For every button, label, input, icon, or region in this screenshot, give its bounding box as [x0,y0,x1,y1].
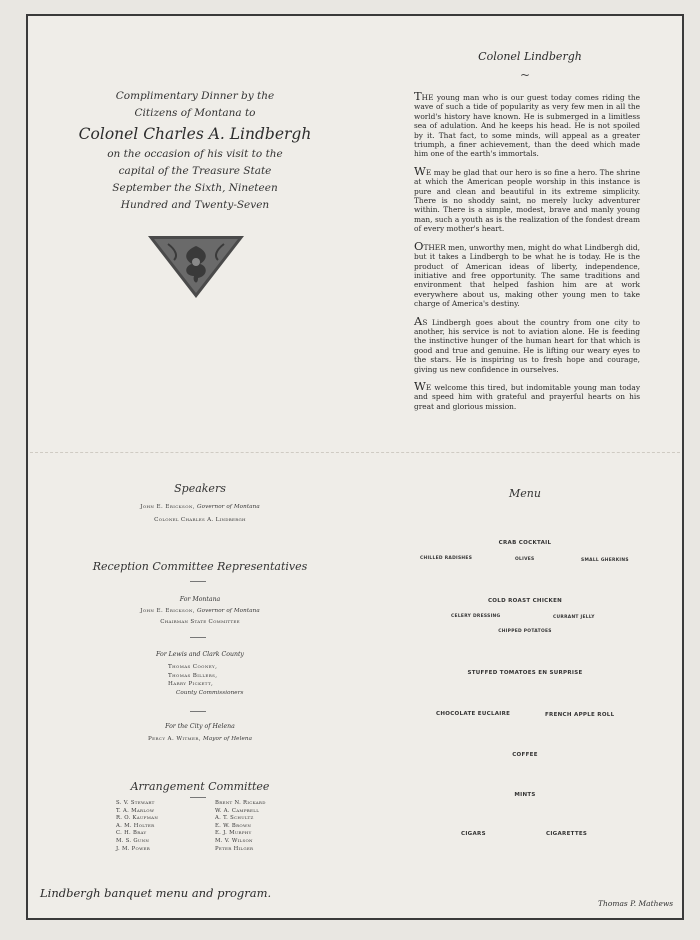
essay-title: Colonel Lindbergh [478,50,582,63]
committee-member: Brent N. Rickard [215,800,266,806]
county-commissioners [168,663,308,697]
committee-member: Peter Hilger [215,845,254,852]
committee-member: R. O. Kaufman [116,815,159,822]
paragraph-text: E may be glad that our hero is so fine a hero. The shrine at which the American people worship in this instance is pure and clean and beautiful in its extreme simplicity. There is no shoddy saint, no merely lucky adventurer within. There is a simple, modest, brave and manly young man, such a youth as is the realization of the fondest dream of every mother's heart. [414,167,640,234]
paragraph-text: S Lindbergh goes about the country from one city to another, his service is not to aviation alone. He is feeding the instinctive hunger of the human heart for that which is good and true and genuine. He is lifting our weary eyes to the stars. He is inspiring us to fresh hope and courage, giving us new confidence in ourselves. [414,317,640,374]
committee-member: E. J. Murphy [215,830,252,837]
committee-member: W. A. Campbell [215,807,260,814]
divider [190,797,206,798]
menu-item-olives: OLIVES [515,557,535,562]
photo-credit: Thomas P. Mathews [598,899,674,908]
representative-name: John E. Erickson, [140,608,195,614]
paragraph-text: HE young man who is our guest today comes riding the wave of such a tide of popularity as very few men in all the world's history have known. He is submerged in a limitless sea of adulation. And he keeps his head. He is not spoiled by it. That fact, to some minds, will appeal as a greater triumph, a finer achievement, than the deed which made him one of the earth's immortals. [414,93,640,159]
committee-member: J. M. Power [116,845,151,852]
montana-subheading: For Montana [179,596,221,603]
city-representative [80,735,320,744]
commissioner-name: Thomas Billers, [168,672,218,679]
menu-item-coffee: COFFEE [512,752,538,758]
menu-item-mints: MINTS [514,792,536,798]
city-subheading: For the City of Helena [165,723,235,730]
fold-line [30,452,680,454]
speaker-1 [80,503,320,512]
menu-item-chicken: COLD ROAST CHICKEN [487,598,563,604]
drop-letter: A [414,313,423,328]
photo-caption: Lindbergh banquet menu and program. [40,886,272,900]
paragraph-text: E welcome this tired, but indomitable young man today and speed him with grateful and prayerful hearts on his great and glorious mission. [414,382,640,411]
menu-item-crab: CRAB COCKTAIL [498,540,552,546]
essay-body [414,89,640,419]
committee-member: T. A. Marlow [116,807,155,814]
drop-letter: W [414,378,426,393]
menu-item-cigars: CIGARS [461,831,486,837]
committee-member: E. W. Brown [215,822,252,829]
arrangement-list-left [116,800,206,853]
menu-item-cigarettes: CIGARETTES [546,831,588,837]
representative-title: Governor of Montana [197,608,260,614]
menu-item-jelly: CURRANT JELLY [553,615,595,620]
county-subheading: For Lewis and Clark County [156,651,244,658]
reception-heading: Reception Committee Representatives [92,560,308,573]
speaker-name: John E. Erickson, [140,504,195,510]
montana-representative-role: Chairman State Committee [160,619,240,625]
menu-item-gherkins: SMALL GHERKINS [581,558,629,563]
committee-member: S. V. Stewart [116,800,155,806]
dinner-title-block [60,88,330,214]
speaker-2: Colonel Charles A. Lindbergh [154,517,246,523]
commissioner-name: Thomas Cooney, [168,664,218,670]
divider [190,637,206,638]
title-line-2: Citizens of Montana to [134,107,256,119]
ornament-icon [148,236,244,298]
drop-letter: W [414,163,426,178]
representative-title: Mayor of Helena [203,736,253,742]
divider [190,581,206,582]
essay-paragraph [414,238,640,309]
montana-representative [80,607,320,616]
committee-member: A. M. Holter [116,822,155,829]
arrangement-heading: Arrangement Committee [130,780,270,793]
committee-member: M. S. Gunn [116,837,150,844]
divider [190,711,206,712]
speakers-heading: Speakers [174,482,226,495]
drop-letter: O [414,238,424,253]
guest-name: Colonel Charles A. Lindbergh [78,125,312,143]
menu-item-radishes: CHILLED RADISHES [420,556,473,561]
title-line-1: Complimentary Dinner by the [115,90,275,102]
title-line-6: September the Sixth, Nineteen [112,182,278,194]
essay-paragraph [414,378,640,411]
speaker-title: Governor of Montana [197,504,260,510]
commissioners-title: County Commissioners [176,689,244,696]
paragraph-text: THER men, unworthy men, might do what Lindbergh did, but it takes a Lindbergh to be what he is today. He is the product of American ideas of liberty, independence, initiative and free opportunity. The same traditions and environment that helped fashion him are at work everywhere about us, making other young men to take charge of America's destiny. [414,242,640,309]
menu-item-celery: CELERY DRESSING [451,614,501,619]
committee-member: A. T. Schultz [215,815,254,822]
title-line-4: on the occasion of his visit to the [107,148,283,160]
menu-item-apple-roll: FRENCH APPLE ROLL [545,712,615,718]
representative-name: Percy A. Witmer, [147,736,201,742]
commissioner-name: Harry Pickett, [168,681,214,687]
essay-flourish: ~ [520,68,531,82]
arrangement-list-right [215,800,315,853]
drop-letter: T [414,89,422,103]
menu-item-potatoes: CHIPPED POTATOES [498,629,552,634]
title-line-7: Hundred and Twenty-Seven [120,199,270,211]
essay-paragraph [414,163,640,234]
menu-item-tomatoes: STUFFED TOMATOES EN SURPRISE [467,670,583,676]
essay-paragraph [414,313,640,374]
committee-member: M. V. Wilson [215,837,253,844]
committee-member: C. H. Bray [116,830,147,837]
menu-item-eclair: CHOCOLATE EUCLAIRE [436,711,511,717]
title-line-5: capital of the Treasure State [118,165,272,177]
menu-heading: Menu [509,487,541,500]
essay-paragraph [414,89,640,159]
